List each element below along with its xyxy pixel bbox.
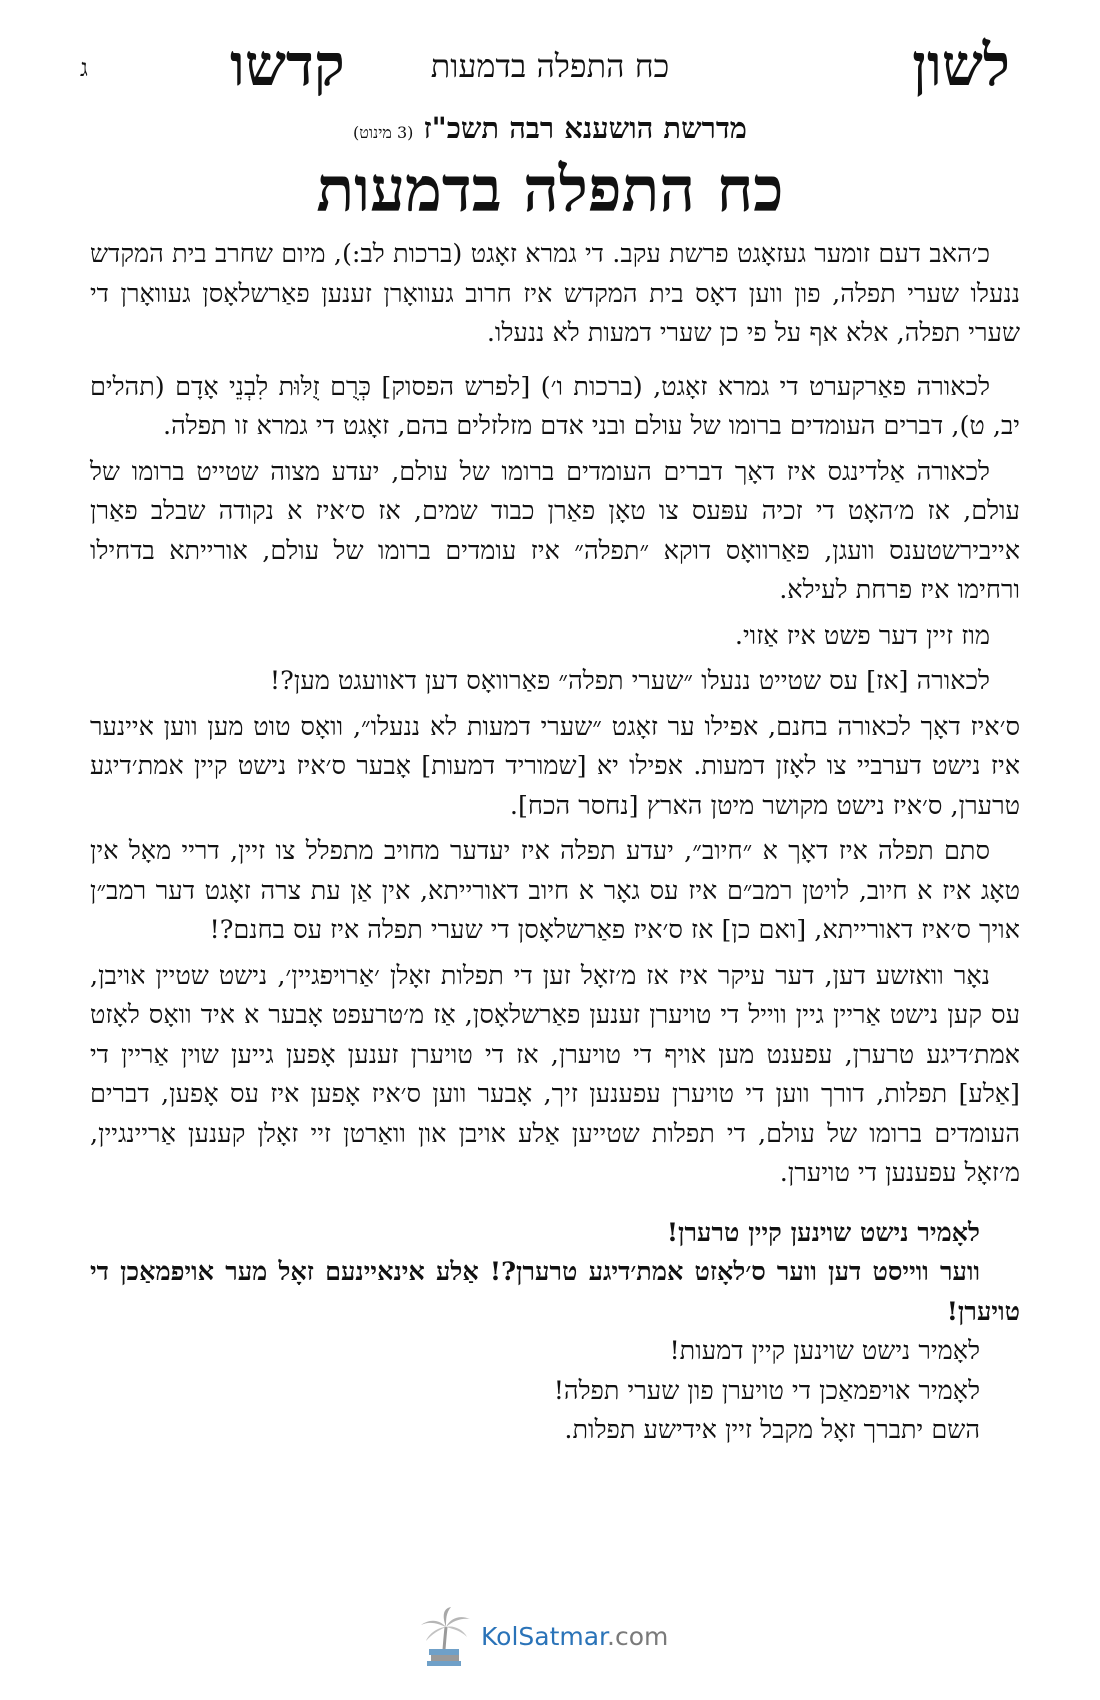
closing-line: ווער ווייסט דען ווער ס׳לאָזט אמת׳דיגע טרערן?! אַלע אינאיינעם זאָל מער אויפמאַכן די טויערן! [90,1257,1020,1327]
palm-tree-books-icon [415,1605,475,1667]
paragraph: לכאורה אַלדינגס איז דאָך דברים העומדים ברומו של עולם, יעדע מצוה שטייט ברומו של עולם, אז מ׳האָט די זכיה עפּעס צו טאָן פאַרן כבוד שמים, אז ס׳איז א נקודה שבלב פאַרן אייבירשטענס וועגן, פאַרוואָס דוקא ״תפלה״ איז עומדים ברומו של עולם, אורייתא בדחילו ורחימו איז פרחת לעילא. [90,456,1020,605]
running-head-title: כח התפלה בדמעות [430,47,670,85]
closing-line: לאָמיר נישט שוינען קיין טרערן! [666,1217,980,1248]
subtitle [0,108,1100,153]
closing-line: לאָמיר נישט שוינען קיין דמעות! [669,1336,980,1366]
paragraph: מוז זיין דער פשט איז אַזוי. [734,620,990,651]
subtitle-note: (3 מינוט) [353,123,414,142]
page-title: כח התפלה בדמעות [316,153,784,226]
running-head-word-left: קדשו [230,31,345,99]
closing-line: לאָמיר אויפמאַכן די טויערן פון שערי תפלה! [553,1375,980,1406]
paragraph: לכאורה [אז] עס שטייט ננעלו ״שערי תפלה״ פאַרוואָס דען דאוועגט מען?! [269,666,990,696]
article-body [90,235,1020,1451]
subtitle-main: מדרשת הושענא רבה תשכ"ז [423,111,747,145]
running-head-word-right: לשון [912,31,1010,99]
paragraph: לכאורה פאַרקערט די גמרא זאָגט, (ברכות ו׳) [לפרש הפסוק] כְּרֻם זֻלּוּת לִבְנֵי אָדָם (תהלים יב, ט), דברים העומדים ברומו של עולם ובני אדם מזלזלים בהם, זאָגט די גמרא זו תפלה. [90,371,1020,441]
paragraph: נאָר וואזשע דען, דער עיקר איז אז מ׳זאָל זען די תפלות זאָלן ׳אַרויפגיין׳, נישט שטיין אויבן, עס קען נישט אַריין גיין ווייל די טויערן זענען פאַרשלאָסן, אַז מ׳טרעפט אָבער א איד וואָס לאָזט אמת׳דיגע טרערן, עפענט מען אויף די טויערן, אז די טויערן זענען אָפען גייען שוין אַריין די [אַלע] תפלות, דורך ווען די טויערן עפענען זיך, אָבער ווען ס׳איז אָפען איז עס אָפען, דברים העומדים ברומו של עולם, די תפלות שטייען אַלע אויבן און וואַרטן זיי זאָלן קענען אַריינגיין, מ׳זאָל עפענען די טויערן. [90,960,1020,1188]
closing-line: השם יתברך זאָל מקבל זיין אידישע תפלות. [564,1415,980,1445]
paragraph: כ׳האב דעם זומער געזאָגט פרשת עקב. די גמרא זאָגט (ברכות לב:), מיום שחרב בית המקדש ננעלו שערי תפלה, פון ווען דאָס בית המקדש איז חרוב געוואָרן זענען פאַרשלאָסן געוואָרן די שערי תפלה, אלא אף על פי כן שערי דמעות לא ננעלו. [90,239,1020,348]
running-head [70,30,1030,100]
logo-text [481,1621,668,1653]
paragraph: ס׳איז דאָך לכאורה בחנם, אפילו ער זאָגט ״שערי דמעות לא ננעלו״, וואָס טוט מען ווען איינער איז נישט דערביי צו לאָזן דמעות. אפילו יא [שמוריד דמעות] אָבער ס׳איז נישט קיין אמת׳דיגע טרערן, ס׳איז נישט מקושר מיטן הארץ [נחסר הכח]. [90,711,1020,821]
page-number: ג [80,54,88,82]
logo-domain: .com [607,1622,669,1651]
logo-name: KolSatmar [481,1622,608,1651]
spacer [90,1200,1020,1214]
paragraph: סתם תפלה איז דאָך א ״חיוב״, יעדע תפלה איז יעדער מחויב מתפלל צו זיין, דריי מאָל אין טאָג איז א חיוב, לויטן רמב״ם איז עס גאָר א חיוב דאורייתא, אין אַן עת צרה זאָגט דער רמב״ן אויך ס׳איז דאורייתא, [ואם כן] אז ס׳איז פאַרשלאָסן די שערי תפלה איז עס בחנם?! [90,836,1020,945]
site-logo [415,1605,675,1675]
